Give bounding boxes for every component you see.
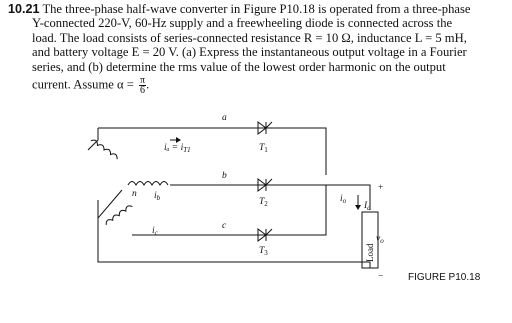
source-coil-c: [104, 204, 132, 225]
problem-line-3: load. The load consists of series-connected resistance R = 10 Ω, inductance L = 5 mH,: [32, 30, 467, 45]
figure-caption: FIGURE P10.18: [408, 272, 481, 283]
label-ic: $i_c$: [152, 226, 158, 237]
label-T3: $T_3$: [259, 246, 268, 257]
label-a: a: [222, 113, 227, 123]
label-minus: −: [378, 272, 384, 282]
problem-line-2: Y-connected 220-V, 60-Hz supply and a freewheeling diode is connected across the: [32, 16, 453, 31]
label-Ia: $I_a$: [364, 201, 371, 212]
label-vo: $v_o$: [376, 234, 384, 245]
problem-line-6: current. Assume α =: [32, 77, 134, 92]
label-b: b: [222, 171, 227, 181]
label-c: c: [222, 221, 227, 231]
alpha-fraction: $\frac{\pi}{6}$: [140, 75, 146, 97]
label-T1: $T_1$: [259, 143, 268, 154]
source-coil-a: [91, 138, 119, 159]
wire-a-start: [88, 128, 98, 150]
label-n: n: [132, 189, 137, 199]
wire-phase-a: [98, 128, 326, 175]
problem-line-5: series, and (b) determine the rms value of the lowest order harmonic on the output: [32, 59, 446, 74]
wire-phase-c: [132, 185, 326, 235]
problem-line-4: and battery voltage E = 20 V. (a) Express the instantaneous output voltage in a Fourier: [32, 45, 467, 60]
label-ib: $i_b$: [154, 191, 161, 202]
label-ia: $i_a = i_{T1}$: [164, 143, 191, 154]
label-T2: $T_2$: [259, 197, 268, 208]
problem-statement: 10.21 The three-phase half-wave converter in Figure P10.18 is operated from a three-phase Y-connected 220-V, 60-Hz supply and a freewheeling diode is connected across the load. The load consists of series-connected resistance R = 10 Ω, inductance L = 5 mH, and battery voltage E = 20 V. (a) Express the instantaneous output voltage in a Fourier series, and (b) determine the rms value of the lowest order harmonic on the output current. Assume α = $\frac{\pi}{6}$ .: [8, 2, 506, 95]
problem-line-1: The three-phase half-wave converter in Figure P10.18 is operated from a three-phase: [42, 2, 471, 16]
source-coil-b: [128, 182, 168, 186]
label-plus: +: [378, 183, 384, 193]
label-io: $i_o$: [340, 194, 347, 205]
problem-number: 10.21: [8, 2, 40, 16]
load-label: Load: [365, 243, 375, 262]
wire-neutral-bottom: [98, 190, 326, 262]
